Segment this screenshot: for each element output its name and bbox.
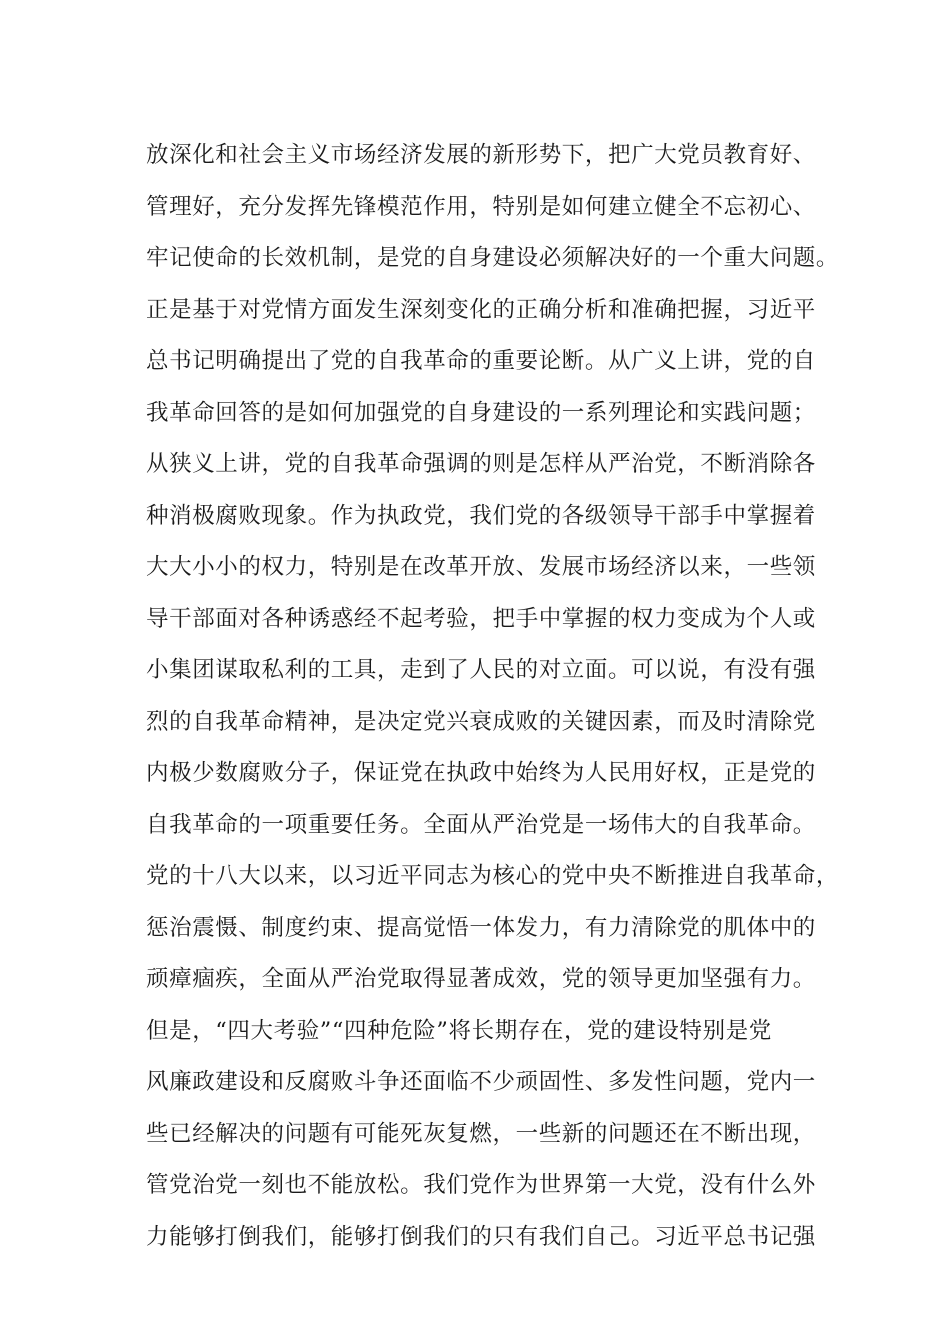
text-line-18: 但是，“四大考验”“四种危险”将长期存在，党的建设特别是党 <box>146 1017 772 1044</box>
text-line-3: 牢记使命的长效机制，是党的自身建设必须解决好的一个重大问题。 <box>146 245 840 271</box>
text-line-19: 风廉政建设和反腐败斗争还面临不少顽固性、多发性问题，党内一 <box>146 1069 816 1095</box>
text-line-12: 烈的自我革命精神，是决定党兴衰成败的关键因素，而及时清除党 <box>146 708 816 735</box>
text-line-21: 管党治党一刻也不能放松。我们党作为世界第一大党，没有什么外 <box>146 1172 816 1198</box>
text-line-16: 惩治震慑、制度约束、提高觉悟一体发力，有力清除党的肌体中的 <box>146 914 816 941</box>
body-text <box>146 130 840 1263</box>
text-line-22: 力能够打倒我们，能够打倒我们的只有我们自己。习近平总书记强 <box>146 1223 816 1250</box>
text-line-14: 自我革命的一项重要任务。全面从严治党是一场伟大的自我革命。 <box>146 811 816 838</box>
text-line-9: 大大小小的权力，特别是在改革开放、发展市场经济以来，一些领 <box>146 554 816 580</box>
text-line-7: 从狭义上讲，党的自我革命强调的则是怎样从严治党，不断消除各 <box>146 451 816 477</box>
text-line-8: 种消极腐败现象。作为执政党，我们党的各级领导干部手中掌握着 <box>146 502 816 529</box>
text-line-15: 党的十八大以来，以习近平同志为核心的党中央不断推进自我革命， <box>146 863 840 889</box>
text-line-4: 正是基于对党情方面发生深刻变化的正确分析和准确把握，习近平 <box>146 296 816 323</box>
text-line-20: 些已经解决的问题有可能死灰复燃，一些新的问题还在不断出现， <box>146 1120 816 1147</box>
text-line-5: 总书记明确提出了党的自我革命的重要论断。从广义上讲，党的自 <box>146 348 816 374</box>
text-line-13: 内极少数腐败分子，保证党在执政中始终为人民用好权，正是党的 <box>146 760 816 786</box>
text-line-6: 我革命回答的是如何加强党的自身建设的一系列理论和实践问题； <box>146 399 816 426</box>
text-line-1: 放深化和社会主义市场经济发展的新形势下，把广大党员教育好、 <box>146 142 816 168</box>
text-line-2: 管理好，充分发挥先锋模范作用，特别是如何建立健全不忘初心、 <box>146 193 816 220</box>
text-line-10: 导干部面对各种诱惑经不起考验，把手中掌握的权力变成为个人或 <box>146 605 816 632</box>
text-line-11: 小集团谋取私利的工具，走到了人民的对立面。可以说，有没有强 <box>146 657 816 683</box>
text-line-17: 顽瘴痼疾，全面从严治党取得显著成效，党的领导更加坚强有力。 <box>146 966 816 992</box>
